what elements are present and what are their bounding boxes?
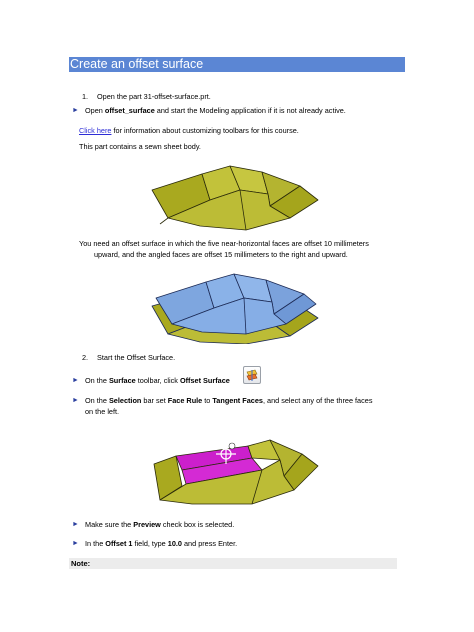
- selection-bar-instruction-cont: on the left.: [85, 407, 120, 416]
- note-label: Note:: [71, 559, 91, 568]
- offset-requirement-line-2: upward, and the angled faces are offset 15 millimeters to the right and upward.: [94, 250, 348, 259]
- open-instruction: Open offset_surface and start the Modeling application if it is not already active.: [85, 106, 346, 115]
- offset-requirement-line-1: You need an offset surface in which the five near-horizontal faces are offset 10 millimeters: [79, 239, 369, 248]
- selection-bar-instruction: On the Selection bar set Face Rule to Tangent Faces, and select any of the three faces: [85, 396, 373, 405]
- bullet-arrow-icon: ►: [72, 107, 79, 114]
- step-1-number: 1.: [82, 92, 89, 101]
- bullet-arrow-icon: ►: [72, 397, 79, 404]
- click-here-line: Click here for information about customizing toolbars for this course.: [79, 126, 299, 135]
- step-2-text: Start the Offset Surface.: [97, 353, 176, 362]
- step-2-number: 2.: [82, 353, 89, 362]
- step-1-text: Open the part 31-offset-surface.prt.: [97, 92, 211, 101]
- note-bar: [69, 558, 397, 569]
- sewn-sheet-text: This part contains a sewn sheet body.: [79, 142, 201, 151]
- offset-value-instruction: In the Offset 1 field, type 10.0 and press Enter.: [85, 539, 238, 548]
- sewn-sheet-figure: [150, 160, 320, 232]
- offset-preview-figure: [150, 272, 320, 344]
- bullet-arrow-icon: ►: [72, 377, 79, 384]
- surface-toolbar-instruction: On the Surface toolbar, click Offset Surface: [85, 376, 230, 385]
- page-title: Create an offset surface: [70, 57, 204, 71]
- bullet-arrow-icon: ►: [72, 521, 79, 528]
- bullet-arrow-icon: ►: [72, 540, 79, 547]
- preview-instruction: Make sure the Preview check box is selected.: [85, 520, 235, 529]
- click-here-link[interactable]: Click here: [79, 126, 112, 135]
- offset-surface-icon[interactable]: [243, 366, 261, 384]
- tangent-faces-selection-figure: [152, 430, 320, 508]
